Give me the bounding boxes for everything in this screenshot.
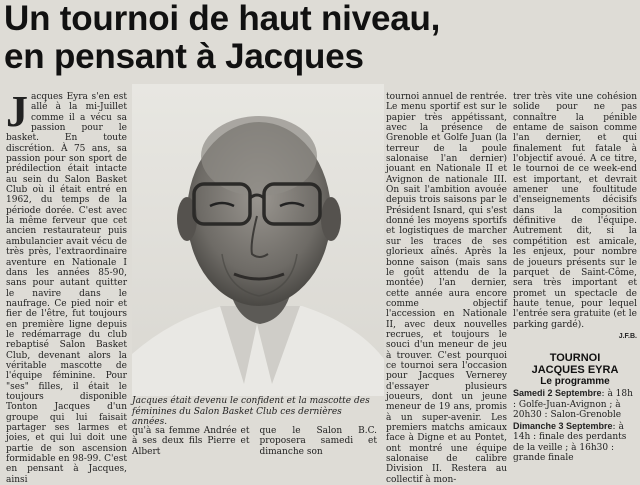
headline <box>4 0 640 76</box>
programme-title-3: Le programme <box>540 376 610 388</box>
column-2-left-text: qu'à sa femme Andrée et à ses deux fils Pierre et Albert <box>132 426 250 457</box>
programme-day-1-text: : à 18h : Golfe-Juan-Avignon ; à 20h30 : Salon-Grenoble <box>513 389 633 421</box>
programme-day-1 <box>513 388 637 421</box>
column-3-text: tournoi annuel de rentrée. Le menu sportif est sur le papier très appétissant, avec la présence de Grenoble et Golfe Juan (la terreur de la poule salonaise l'an dernier) jouant en Nationale II et Avignon de nationale III. On sait l'ambition avouée depuis trois saisons par le Président Isnard, qui s'est donné les moyens sportifs et logistiques de marcher sur les traces de ses glorieux aînés. Après la bonne saison (mais sans le goût attendu de la montée) l'an dernier, cette année aura encore comme objectif l'accession en Nationale II, avec deux nouvelles recrues, et toujours le souci d'un meneur de jeu à trouver. C'est pourquoi ce tournoi sera l'occasion pour Jacques Vernerey d'essayer plusieurs joueurs, dont un jeune meneur de 19 ans, promis à un super-avenir. Les premiers matchs amicaux face à Digne et au Pontet, ont montré une équipe salonaise de calibre Division II. Restera au collectif à mon- <box>386 92 507 485</box>
photo-caption: Jacques était devenu le confident et la mascotte des féminines du Salon Basket Club ces dernières années. <box>132 396 370 427</box>
headline-line-1: Un tournoi de haut niveau, <box>4 0 441 38</box>
author-signature: J.F.B. <box>618 332 637 340</box>
portrait-photo <box>132 84 384 396</box>
column-2-right-text: que le Salon B.C. proposera samedi et dimanche son <box>259 426 377 457</box>
programme-day-2-text: : à 14h : finale des perdants de la veille ; à 16h30 : grande finale <box>513 421 627 464</box>
programme-title-2: JACQUES EYRA <box>531 364 619 377</box>
article-column-1 <box>6 87 127 485</box>
programme-day-2-label: Dimanche 3 Septembre <box>513 420 613 431</box>
programme-day-2 <box>513 421 637 464</box>
article-column-2-bottom <box>132 426 377 457</box>
column-1-text: acques Eyra s'en est allé à la mi-Juillet comme il a vécu sa passion pour le basket. En toute discrétion. À 75 ans, sa passion pour son sport de prédilection était intacte au sein du Salon Basket Club où il était entré en 1962, du temps de la période dorée. C'est avec la même ferveur que cet ancien restaurateur puis ambulancier avait vécu de très près, l'extraordinaire aventure en Nationale I dans les années 85-90, sans pour autant quitter le navire dans le naufrage. Ce pied noir et fier de l'être, fut toujours en première ligne depuis le redémarrage du club rebaptisé Salon Basket Club, devenant alors la véritable mascotte de l'équipe féminine. Pour "ses" filles, il était le toujours disponible Tonton Jacques d'un groupe qui lui faisait partager ses larmes et joies, et qui lui doit une partie de son ascension formidable en 98-99. C'est en pensant à Jacques, ainsi <box>6 92 127 485</box>
article-column-4 <box>513 92 637 464</box>
headline-line-2: en pensant à Jacques <box>4 37 364 76</box>
column-4-text: trer très vite une cohésion solide pour ne pas connaître la pénible entame de saison comme l'an dernier, et qui finalement fut fatale à l'objectif avoué. A ce titre, le tournoi de ce week-end est important, et devrait amener une foultitude d'enseignements décisifs dans la composition définitive de l'équipe. Autrement dit, si la compétition est amicale, les enjeux, pour nombre de joueurs présents sur le parquet de Saint-Côme, sera très important et promet un spectacle de haute tenue, pour lequel l'entrée sera gratuite (et le parking gardé). <box>513 92 637 330</box>
portrait-illustration <box>132 84 384 396</box>
programme-day-1-label: Samedi 2 Septembre <box>513 388 602 399</box>
article-column-3 <box>386 92 507 485</box>
programme-title-1: TOURNOI <box>549 352 601 365</box>
drop-cap: J <box>6 87 28 136</box>
right-ear <box>321 197 341 241</box>
